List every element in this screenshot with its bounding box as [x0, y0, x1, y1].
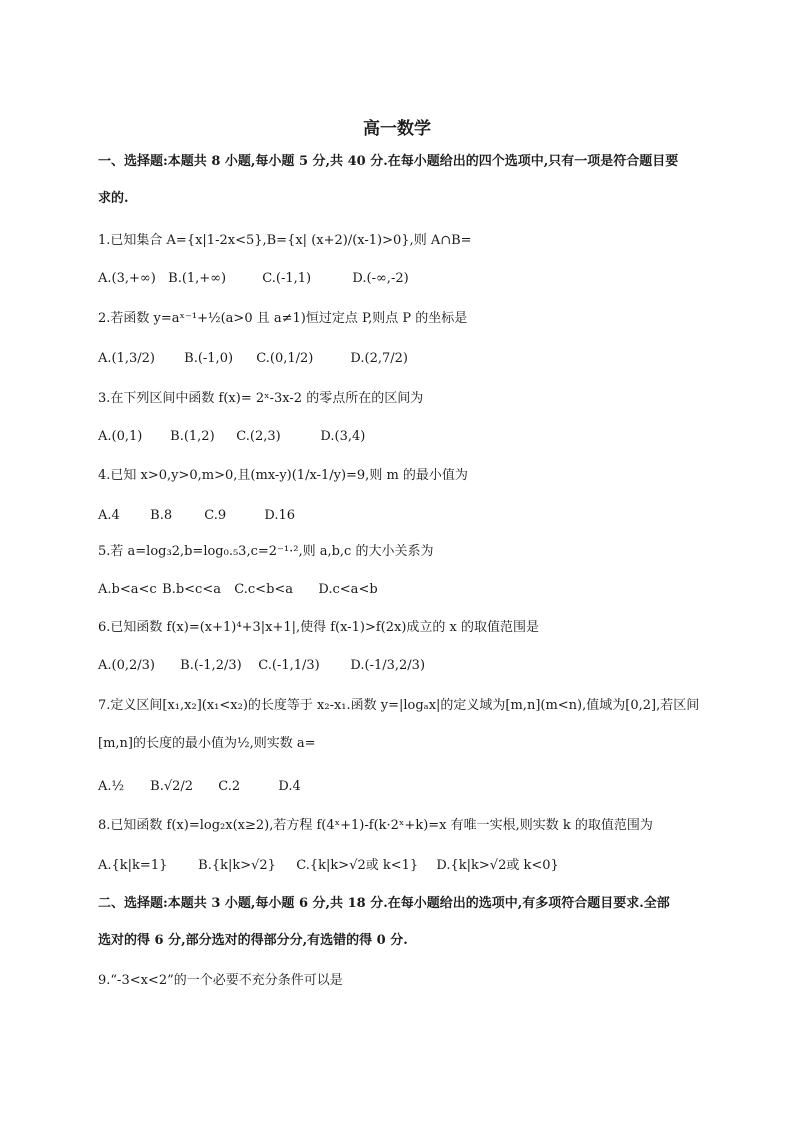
q4-stem: 4.已知 x>0,y>0,m>0,且(mx-y)(1/x-1/y)=9,则 m 的最小值为 [98, 468, 468, 483]
q1-stem: 1.已知集合 A={x|1-2x<5},B={x| (x+2)/(x-1)>0},则 A∩B= [98, 233, 472, 248]
q1-option-c: C.(-1,1) [262, 271, 312, 286]
section2-heading-line1: 二、选择题:本题共 3 小题,每小题 6 分,共 18 分.在每小题给出的选项中,有多项符合题目要求.全部 [98, 896, 670, 911]
q6-option-c: C.(-1,1/3) [258, 658, 320, 673]
q4-option-a: A.4 [98, 508, 120, 523]
q6-options [98, 657, 425, 675]
q1-option-b: B.(1,+∞) [168, 271, 227, 286]
page-title: 高一数学 [363, 119, 431, 139]
q1-option-d: D.(-∞,-2) [352, 271, 409, 286]
q5-option-a: A.b<a<c [98, 582, 157, 597]
section1-heading-line1: 一、选择题:本题共 8 小题,每小题 5 分,共 40 分.在每小题给出的四个选项中,只有一项是符合题目要 [98, 154, 679, 169]
q7-option-c: C.2 [218, 779, 241, 794]
q8-option-a: A.{k|k=1} [98, 858, 168, 873]
q8-option-d: D.{k|k>√2或 k<0} [436, 858, 559, 873]
q4-option-b: B.8 [150, 508, 173, 523]
q2-stem: 2.若函数 y=aˣ⁻¹+½(a>0 且 a≠1)恒过定点 P,则点 P 的坐标是 [98, 311, 468, 326]
q5-option-d: D.c<a<b [318, 582, 378, 597]
q9-stem: 9.“-3<x<2”的一个必要不充分条件可以是 [98, 973, 343, 988]
q3-stem: 3.在下列区间中函数 f(x)= 2ˣ-3x-2 的零点所在的区间为 [98, 391, 424, 406]
q8-stem: 8.已知函数 f(x)=log₂x(x≥2),若方程 f(4ˣ+1)-f(k·2ˣ+k)=x 有唯一实根,则实数 k 的取值范围为 [98, 818, 653, 833]
q6-option-b: B.(-1,2/3) [180, 658, 242, 673]
q7-option-a: A.½ [98, 779, 125, 794]
q7-option-d: D.4 [278, 779, 301, 794]
q5-stem: 5.若 a=log₃2,b=log₀.₅3,c=2⁻¹·²,则 a,b,c 的大小关系为 [98, 544, 434, 559]
q5-options [98, 581, 378, 599]
q2-option-d: D.(2,7/2) [350, 351, 408, 366]
section1-heading-line2: 求的. [98, 191, 129, 206]
q3-option-a: A.(0,1) [98, 429, 143, 444]
q3-option-c: C.(2,3) [236, 429, 281, 444]
q5-option-b: B.b<c<a [162, 582, 221, 597]
q6-stem: 6.已知函数 f(x)=(x+1)⁴+3|x+1|,使得 f(x-1)>f(2x)成立的 x 的取值范围是 [98, 620, 540, 635]
q7-options [98, 778, 301, 796]
q2-option-a: A.(1,3/2) [98, 351, 155, 366]
q2-option-b: B.(-1,0) [184, 351, 234, 366]
q2-options [98, 350, 408, 368]
q8-options [98, 857, 559, 875]
q6-option-d: D.(-1/3,2/3) [350, 658, 426, 673]
section2-heading-line2: 选对的得 6 分,部分选对的得部分分,有选错的得 0 分. [98, 933, 408, 948]
q4-option-d: D.16 [264, 508, 296, 523]
q6-option-a: A.(0,2/3) [98, 658, 155, 673]
q7-option-b: B.√2/2 [150, 779, 194, 794]
q8-option-b: B.{k|k>√2} [198, 858, 276, 873]
q3-option-b: B.(1,2) [170, 429, 215, 444]
q7-stem-line1: 7.定义区间[x₁,x₂](x₁<x₂)的长度等于 x₂-x₁.函数 y=|logₐx|的定义域为[m,n](m<n),值域为[0,2],若区间 [98, 698, 700, 713]
q8-option-c: C.{k|k>√2或 k<1} [296, 858, 419, 873]
q3-options [98, 428, 365, 446]
q4-option-c: C.9 [204, 508, 227, 523]
q4-options [98, 507, 295, 525]
q7-stem-line2: [m,n]的长度的最小值为½,则实数 a= [98, 736, 316, 751]
q5-option-c: C.c<b<a [234, 582, 294, 597]
q3-option-d: D.(3,4) [320, 429, 366, 444]
q1-options [98, 270, 409, 288]
q1-option-a: A.(3,+∞) [98, 271, 156, 286]
q2-option-c: C.(0,1/2) [256, 351, 314, 366]
